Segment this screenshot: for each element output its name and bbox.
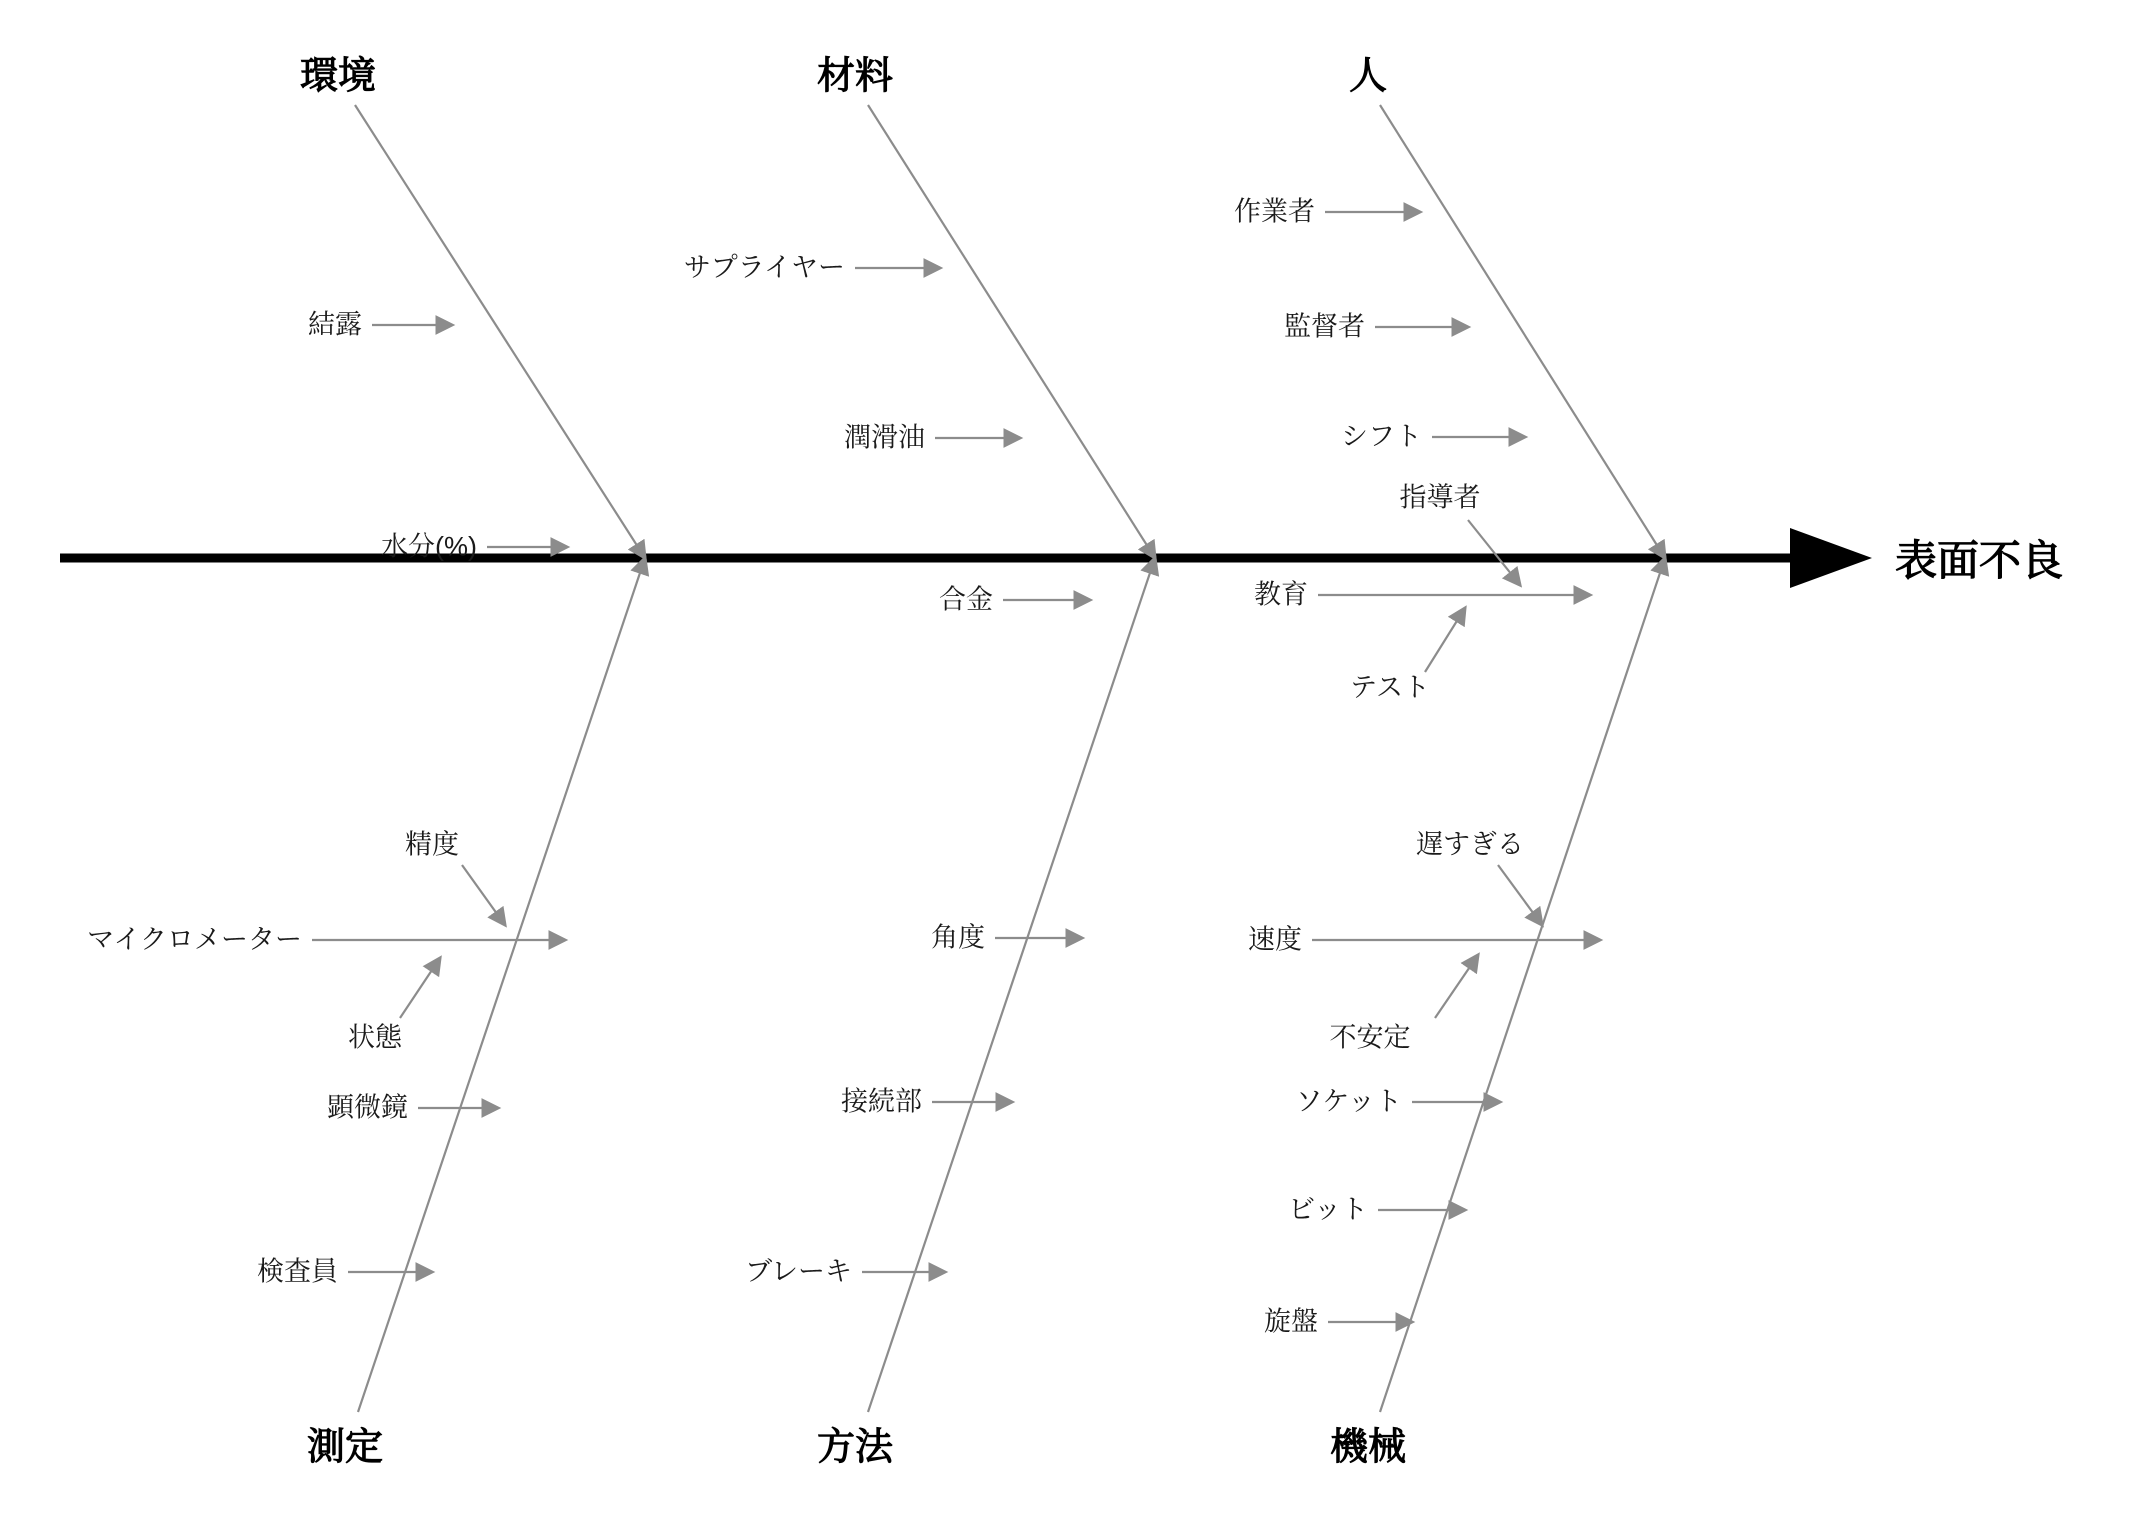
cause-label: 結露 [308,309,362,340]
cause-label: 接続部 [841,1086,922,1117]
category-label-zairyo: 材料 [816,55,894,98]
cause-label: 顕微鏡 [327,1092,408,1123]
cause-label: 速度 [1248,924,1302,955]
cause-label: 潤滑油 [844,422,925,453]
category-bone-sokutei [312,558,645,1412]
cause-label: 合金 [939,584,993,615]
cause-label: 監督者 [1284,311,1365,342]
cause-label: 状態 [348,1022,402,1053]
category-bone-zairyo [855,105,1155,600]
cause-label: 教育 [1254,579,1308,610]
cause-label: 作業者 [1234,196,1315,227]
cause-label: 遅すぎる [1416,829,1524,860]
category-label-hoho: 方法 [816,1426,894,1469]
cause-label: ビット [1288,1194,1368,1225]
category-bone-hito [1318,105,1665,672]
cause-label: 検査員 [257,1256,338,1287]
category-label-hito: 人 [1348,55,1388,98]
category-label-kankyo: 環境 [299,55,377,98]
cause-label: 不安定 [1329,1022,1411,1053]
cause-label: サプライヤー [683,252,845,283]
spine [60,528,1872,588]
cause-label: シフト [1341,421,1422,452]
category-label-sokutei: 測定 [306,1426,384,1469]
cause-label: ソケット [1295,1086,1402,1117]
cause-label: ブレーキ [745,1256,852,1287]
spine-arrowhead [1790,528,1872,588]
category-label-kikai: 機械 [1329,1426,1407,1469]
cause-label: 指導者 [1399,482,1481,513]
cause-label: テスト [1350,672,1430,703]
category-bone-kankyo [355,105,645,558]
category-bone-hoho [862,558,1155,1412]
cause-label: 角度 [931,922,985,953]
cause-label: マイクロメーター [87,924,302,955]
effect-label: 表面不良 [1895,537,2064,584]
cause-label: 旋盤 [1264,1306,1318,1337]
cause-label: 精度 [405,829,459,860]
cause-label: 水分(%) [381,531,477,562]
